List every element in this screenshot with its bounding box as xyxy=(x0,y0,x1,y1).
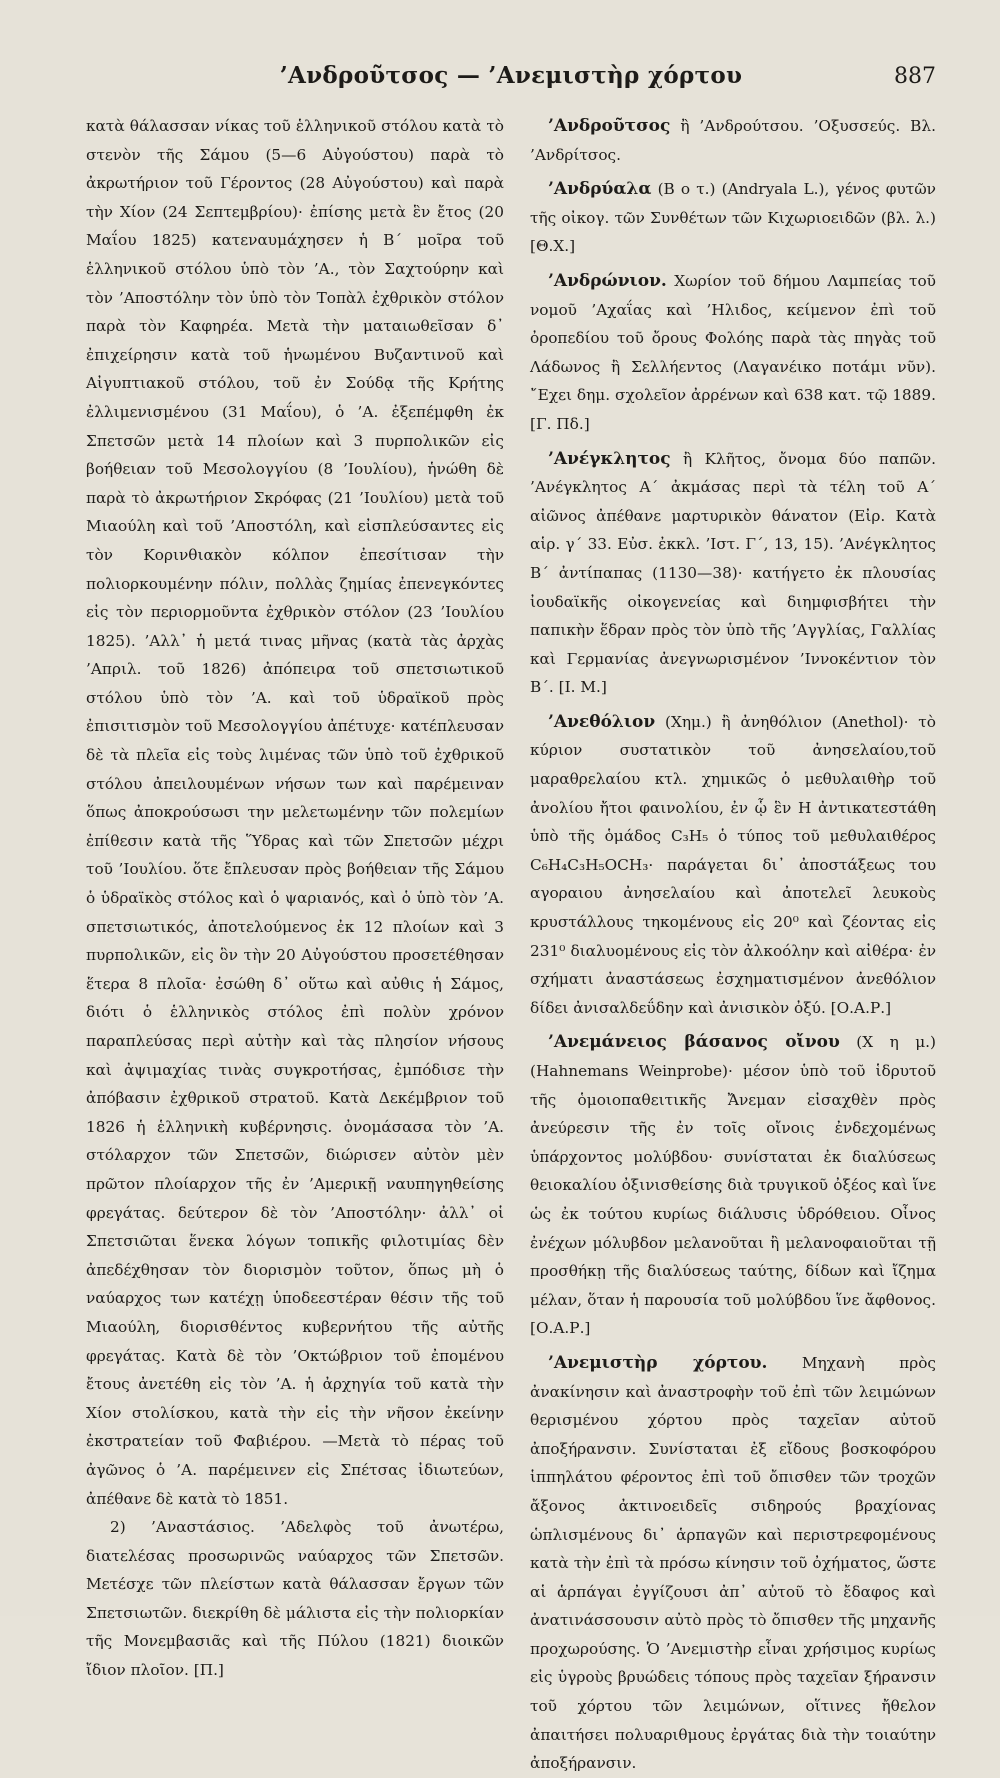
entry-headword: ’Ανδρώνιον. xyxy=(548,270,667,291)
entry-anemaneios-basanos xyxy=(530,1028,936,1343)
page-number: 887 xyxy=(894,64,936,89)
entry-headword: ’Ανδρύαλα xyxy=(548,179,652,200)
anastasios-paragraph: 2) ’Αναστάσιος. ’Αδελφὸς τοῦ ἀνωτέρω, διατελέσας προσωρινῶς ναύαρχος τῶν Σπετσῶν. Μετέσχε τῶν πλείστων κατὰ θάλασσαν ἔργων τῶν Σπετσιωτῶν. διεκρίθη δὲ μάλιστα εἰς τὴν πολιορκίαν τῆς Μονεμβασιᾶς καὶ τῆς Πύλου (1821) διοικῶν ἴδιον πλοῖον. [Π.] xyxy=(86,1518,504,1680)
entry-headword: ’Ανεθόλιον xyxy=(548,711,656,732)
entry-text: (Χημ.) ἢ ἀνηθόλιον (Anethol)· τὸ κύριον συστατικὸν τοῦ ἀνησελαίου,τοῦ μαραθρελαίου κτλ. χημικῶς ὁ μεθυλαιθὴρ τοῦ ἀνολίου ἤτοι φαινολίου, ἐν ᾧ ἓν Η ἀντικατεστάθη ὑπὸ τῆς ὁμάδος C₃H₅ ὁ τύπος τοῦ μεθυλαιθέρος C₆H₄C₃H₅OCH₃· παράγεται δι᾽ ἀποστάξεως του αγοραιου ἀνησελαίου καὶ ἀποτελεῖ λευκοὺς κρυστάλλους τηκομένους εἰς 20⁰ καὶ ζέοντας εἰς 231⁰ διαλυομένους εἰς τὸν ἀλκοόλην καὶ αἰθέρα· ἐν σχήματι ἀναστάσεως ἐσχηματισμένον ἀνεθόλιον δίδει ἀνισαλδεΰδην καὶ ἀνισικὸν ὀξύ. [Ο.Α.Ρ.] xyxy=(530,712,936,1017)
entry-headword: ’Ανεμιστὴρ χόρτου. xyxy=(548,1352,768,1373)
entry-androutsos xyxy=(530,112,936,169)
entry-text: ἢ ’Ανδρούτσου. ’Οξυσσεύς. Βλ. ’Ανδρίτσος. xyxy=(530,117,936,164)
entry-andronion xyxy=(530,267,936,439)
left-column xyxy=(86,112,504,1680)
entry-text: ἢ Κλῆτος, ὄνομα δύο παπῶν. ’Ανέγκλητος Α΄ ἀκμάσας περὶ τὰ τέλη τοῦ Α΄ αἰῶνος ἀπέθανε μαρτυρικὸν θάνατον (Εἰρ. Κατὰ αἱρ. γ΄ 33. Εὐσ. ἐκκλ. ’Ιστ. Γ΄, 13, 15). ’Ανέγκλητος Β΄ ἀντίπαπας (1130—38)· κατήγετο ἐκ πλουσίας ἰουδαϊκῆς οἰκογενείας καὶ διημφισβήτει τὴν παπικὴν ἕδραν πρὸς τὸν ὑπὸ τῆς ’Αγγλίας, Γαλλίας καὶ Γερμανίας ἀνεγνωρισμένον ’Ιννοκέντιον τὸν Β΄. [Ι. Μ.] xyxy=(530,449,936,697)
entry-andryala xyxy=(530,175,936,261)
entry-anemistir-chortou xyxy=(530,1349,936,1778)
entry-text: (Β ο τ.) (Andryala L.), γένος φυτῶν τῆς οἰκογ. τῶν Συνθέτων τῶν Κιχωριοειδῶν (βλ. λ.) [Θ.Χ.] xyxy=(530,180,936,256)
right-column xyxy=(530,112,936,1773)
entry-text: Μηχανὴ πρὸς ἀνακίνησιν καὶ ἀναστροφὴν τοῦ ἐπὶ τῶν λειμώνων θερισμένου χόρτου πρὸς ταχεῖαν αὐτοῦ ἀποξήρανσιν. Συνίσταται ἐξ εἴδους βοσκοφόρου ἱππηλάτου φέροντος ἐπὶ τοῦ ὄπισθεν τῶν τροχῶν ἄξονος ἀκτινοειδεῖς σιδηρούς βραχίονας ὡπλισμένους δι᾽ ἁρπαγῶν καὶ περιστρεφομένους κατὰ τὴν ἐπὶ τὰ πρόσω κίνησιν τοῦ ὀχήματος, ὥστε αἱ ἁρπάγαι ἐγγίζουσι ἀπ᾽ αὐτοῦ τὸ ἔδαφος καὶ ἀνατινάσσουσιν αὐτὸ πρὸς τὸ ὄπισθεν τῆς μηχανῆς προχωρούσης. Ὁ ’Ανεμιστὴρ εἶναι χρήσιμος κυρίως εἰς ὑγροὺς βρυώδεις τόπους πρὸς ταχεῖαν ξήρανσιν τοῦ χόρτου τῶν λειμώνων, οἵτινες ἤθελον ἀπαιτήσει πολυαριθμους ἐργάτας διὰ τὴν τοιαύτην ἀποξήρανσιν. xyxy=(530,1353,936,1773)
continued-paragraph: κατὰ θάλασσαν νίκας τοῦ ἑλληνικοῦ στόλου κατὰ τὸ στενὸν τῆς Σάμου (5—6 Αὐγούστου) παρὰ τὸ ἀκρωτήριον τοῦ Γέροντος (28 Αὐγούστου) καὶ παρὰ τὴν Χίον (24 Σεπτεμβρίου)· ἐπίσης μετὰ ἓν ἔτος (20 Μαΐου 1825) κατεναυμάχησεν ἡ Β΄ μοῖρα τοῦ ἑλληνικοῦ στόλου ὑπὸ τὸν ’Α., τὸν Σαχτούρην καὶ τὸν ’Αποστόλην τὸν ὑπὸ τὸν Τοπὰλ ἐχθρικὸν στόλον παρὰ τὸν Καφηρέα. Μετὰ τὴν ματαιωθεῖσαν δ᾽ ἐπιχείρησιν κατὰ τοῦ ἡνωμένου Βυζαντινοῦ καὶ Αἰγυπτιακοῦ στόλου, τοῦ ἐν Σούδᾳ τῆς Κρήτης ἐλλιμενισμένου (31 Μαΐου), ὁ ’Α. ἐξεπέμφθη ἐκ Σπετσῶν μετὰ 14 πλοίων καὶ 3 πυρπολικῶν εἰς βοήθειαν τοῦ Μεσολογγίου (8 ’Ιουλίου), ἡνώθη δὲ παρὰ τὸ ἀκρωτήριον Σκρόφας (21 ’Ιουλίου) μετὰ τοῦ Μιαούλη καὶ τοῦ ’Αποστόλη, καὶ εἰσπλεύσαντες εἰς τὸν Κορινθιακὸν κόλπον ἐπεσίτισαν τὴν πολιορκουμένην πόλιν, πολλὰς ζημίας ἐπενεγκόντες εἰς τὸν περιορμοῦντα ἐχθρικὸν στόλον (23 ’Ιουλίου 1825). ’Αλλ᾽ ἡ μετά τινας μῆνας (κατὰ τὰς ἀρχὰς ’Απριλ. τοῦ 1826) ἀπόπειρα τοῦ σπετσιωτικοῦ στόλου ὑπὸ τὸν ’Α. καὶ τοῦ ὑδραϊκοῦ πρὸς ἐπισιτισμὸν τοῦ Μεσολογγίου ἀπέτυχε· κατέπλευσαν δὲ τὰ πλεῖα εἰς τοὺς λιμένας τῶν ὑπὸ τοῦ ἐχθρικοῦ στόλου ἀπειλουμένων νήσων των καὶ παρέμειναν ὅπως ἀποκρούσωσι την μελετωμένην τῶν πολεμίων ἐπίθεσιν κατὰ τῆς Ὕδρας καὶ τῶν Σπετσῶν μέχρι τοῦ ’Ιουλίου. ὅτε ἔπλευσαν πρὸς βοήθειαν τῆς Σάμου ὁ ὑδραϊκὸς στόλος καὶ ὁ ψαριανός, καὶ ὁ ὑπὸ τὸν ’Α. σπετσιωτικός, ἀποτελούμενος ἐκ 12 πλοίων καὶ 3 πυρπολικῶν, εἰς ὃν τὴν 20 Αὐγούστου προσετέθησαν ἕτερα 8 πλοῖα· ἐσώθη δ᾽ οὕτω καὶ αὐθις ἡ Σάμος, διότι ὁ ἑλληνικὸς στόλος ἐπὶ πολὺν χρόνον παραπλεύσας περὶ αὐτὴν καὶ τὰς πλησίον νήσους καὶ ἀψιμαχίας τινὰς συγκροτήσας, ἐμπόδισε τὴν ἀπόβασιν ἐχθρικοῦ στρατοῦ. Κατὰ Δεκέμβριον τοῦ 1826 ἡ ἑλληνικὴ κυβέρνησις. ὀνομάσασα τὸν ’Α. στόλαρχον τῶν Σπετσῶν, διώρισεν αὐτὸν μὲν πρῶτον πλοίαρχον τῆς ἐν ’Αμερικῇ ναυπηγηθείσης φρεγάτας. δεύτερον δὲ τὸν ’Αποστόλην· ἀλλ᾽ οἱ Σπετσιῶται ἕνεκα λόγων τοπικῆς φιλοτιμίας δὲν ἀπεδέχθησαν τὸν διορισμὸν τοῦτον, ὅπως μὴ ὁ ναύαρχος των κατέχῃ ὑποδεεστέραν θέσιν τῆς τοῦ Μιαούλη, διορισθέντος κυβερνήτου τῆς αὐτῆς φρεγάτας. Κατὰ δὲ τὸν ’Οκτώβριον τοῦ ἐπομένου ἔτους ἀνετέθη εἰς τὸν ’Α. ἡ ἀρχηγία τοῦ κατὰ τὴν Χίον στολίσκου, κατὰ τὴν εἰς τὴν νῆσον ἐκείνην ἐκστρατείαν τοῦ Φαβιέρου. —Μετὰ τὸ πέρας τοῦ ἀγῶνος ὁ ’Α. παρέμεινεν εἰς Σπέτσας ἰδιωτεύων, ἀπέθανε δὲ κατὰ τὸ 1851. xyxy=(86,117,504,1508)
entry-anegklitos xyxy=(530,445,936,702)
entry-anetholion xyxy=(530,708,936,1023)
entry-headword: ’Ανεμάνειος βάσανος οἴνου xyxy=(548,1032,840,1053)
entry-text: (Χ η μ.) (Hahnemans Weinprobe)· μέσον ὑπὸ τοῦ ἱδρυτοῦ τῆς ὁμοιοπαθειτικῆς Ἄνεμαν εἰσαχθὲν πρὸς ἀνεύρεσιν τῆς ἐν τοῖς οἴνοις ἐνδεχομένως ὑπάρχοντος μολύβδου· συνίσταται ἐκ διαλύσεως θειοκαλίου ὀξινισθείσης διὰ τρυγικοῦ ὀξέος καὶ ἵνε ὡς ἐκ τούτου κυρίως διάλυσις ὑδρόθειου. Οἶνος ἐνέχων μόλυβδον μελανοῦται ἢ μελανοφαιοῦται τῇ προσθήκῃ τῆς διαλύσεως ταύτης, δίδων καὶ ἴζημα μέλαν, ὅταν ἡ παρουσία τοῦ μολύβδου ἵνε ἄφθονος. [Ο.Α.Ρ.] xyxy=(530,1033,936,1338)
running-head: ’Ανδροῦτσος — ’Ανεμιστὴρ χόρτου xyxy=(279,62,743,89)
entry-headword: ’Ανέγκλητος xyxy=(548,448,671,469)
entry-text: Χωρίον τοῦ δήμου Λαμπείας τοῦ νομοῦ ’Αχαΐας καὶ ’Ηλιδος, κείμενον ἐπὶ τοῦ ὀροπεδίου τοῦ ὄρους Φολόης παρὰ τὰς πηγὰς τοῦ Λάδωνος ἢ Σελλήεντος (Λαγανέικο ποτάμι νῦν). ῎Εχει δημ. σχολεῖον ἀρρένων καὶ 638 κατ. τῷ 1889. [Γ. Πδ.] xyxy=(530,271,936,433)
page-header xyxy=(86,62,936,96)
entry-headword: ’Ανδροῦτσος xyxy=(548,116,671,136)
